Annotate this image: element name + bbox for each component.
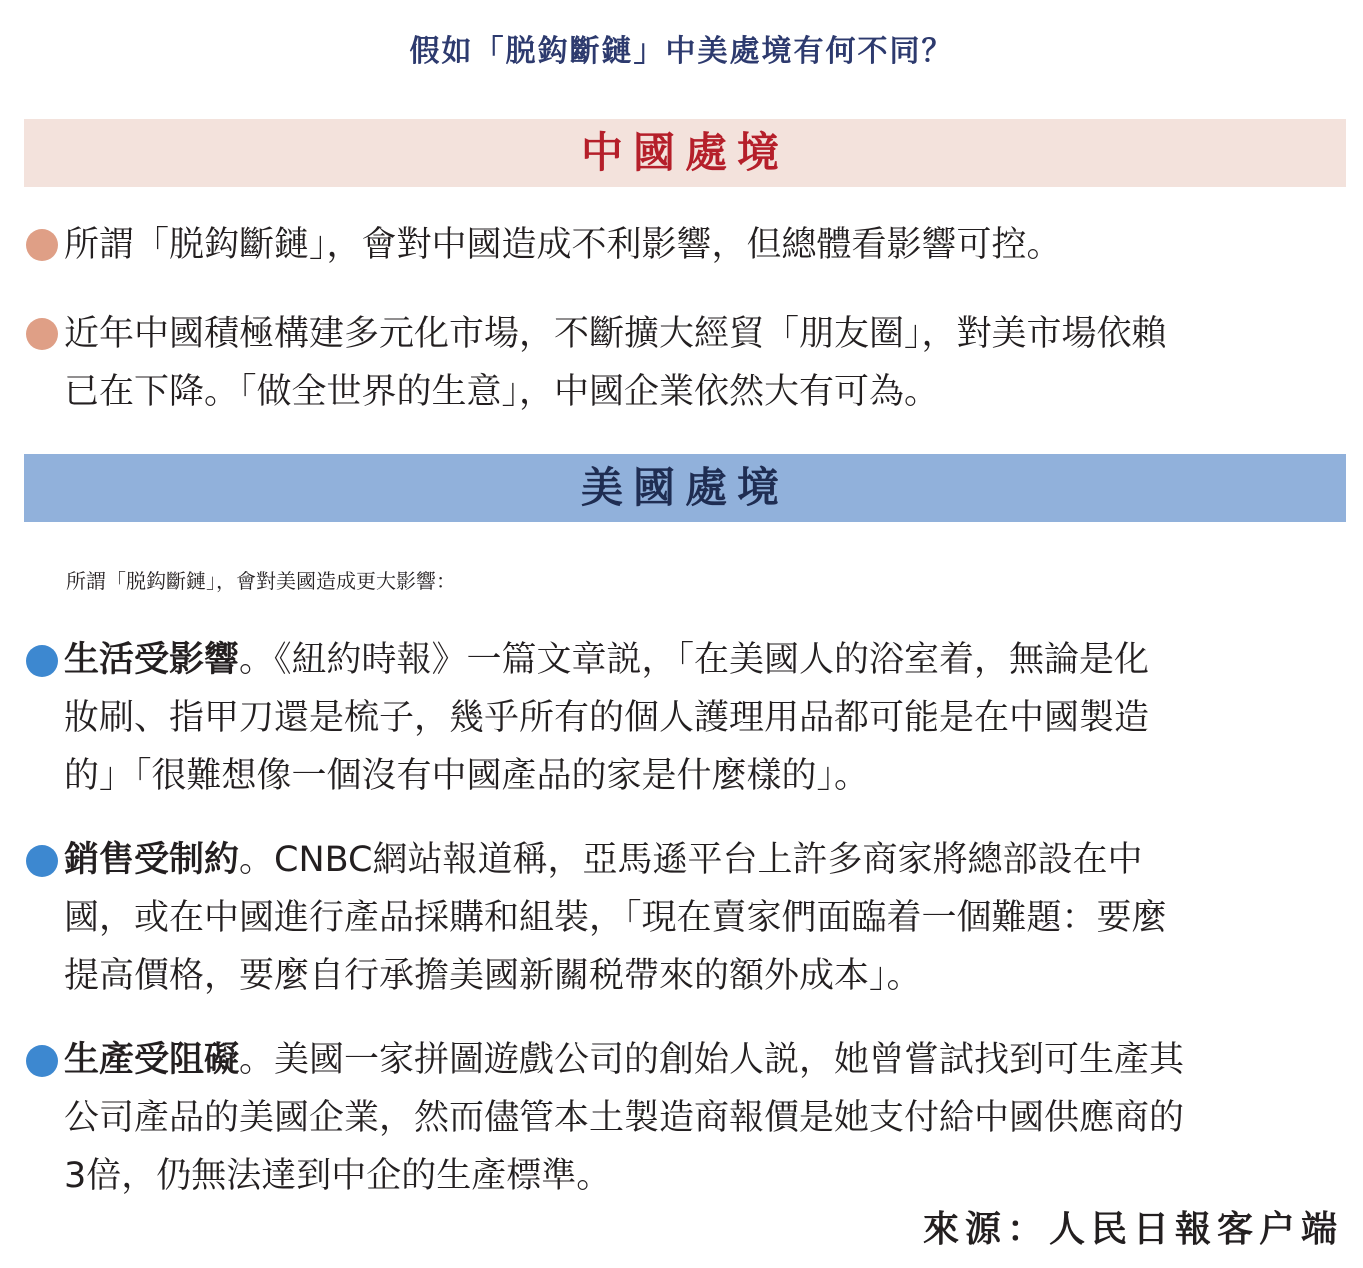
china-point-1-line: 所謂「脱鈎斷鏈」，會對中國造成不利影響，但總體看影響可控。 — [64, 225, 1062, 265]
usa-point-1-lead: 生活受影響 — [64, 640, 240, 680]
usa-point-2-line — [64, 831, 1346, 889]
china-point-2-line: 近年中國積極構建多元化市場，不斷擴大經貿「朋友圈」，對美市場依賴 — [64, 314, 1167, 354]
usa-point-3-lead: 生產受阻礙 — [64, 1040, 240, 1080]
usa-point-2-line: 提高價格，要麼自行承擔美國新關税帶來的額外成本」。 — [64, 956, 922, 996]
usa-point-1-line: 的」「很難想像一個沒有中國產品的家是什麼樣的」。 — [64, 756, 870, 796]
usa-bullet-3-icon — [26, 1045, 58, 1077]
china-bullet-2-icon — [26, 318, 58, 350]
page-title: 假如「脱鈎斷鏈」中美處境有何不同？ — [409, 34, 954, 69]
china-point-2 — [64, 305, 1346, 421]
usa-section-heading: 美國處境 — [24, 454, 1346, 522]
usa-point-1-text: 。《紐約時報》一篇文章説，「在美國人的浴室着，無論是化 — [239, 640, 1150, 680]
usa-point-1 — [64, 631, 1346, 805]
usa-point-2-text: 。CNBC網站報道稱，亞馬遜平台上許多商家將總部設在中 — [239, 840, 1143, 880]
usa-point-1-line — [64, 631, 1346, 689]
source-credit: 來源：人民日報客户端 — [922, 1208, 1343, 1250]
usa-bullet-1-icon — [26, 645, 58, 677]
usa-intro-line: 所謂「脱鈎斷鏈」，會對美國造成更大影響： — [66, 569, 456, 593]
china-point-1 — [64, 216, 1346, 274]
usa-intro — [66, 552, 1348, 610]
usa-point-3-line: 3倍，仍無法達到中企的生產標準。 — [64, 1156, 612, 1196]
usa-point-1-line: 妝刷、指甲刀還是梳子，幾乎所有的個人護理用品都可能是在中國製造 — [64, 698, 1150, 738]
china-point-2-line: 已在下降。「做全世界的生意」，中國企業依然大有可為。 — [64, 372, 940, 412]
usa-point-2-line: 國，或在中國進行產品採購和組裝，「現在賣家們面臨着一個難題：要麼 — [64, 898, 1167, 938]
usa-bullet-2-icon — [26, 845, 58, 877]
usa-point-3 — [64, 1031, 1346, 1205]
usa-point-3-line: 公司產品的美國企業，然而儘管本土製造商報價是她支付給中國供應商的 — [64, 1098, 1185, 1138]
china-bullet-1-icon — [26, 229, 58, 261]
usa-point-3-line — [64, 1031, 1346, 1089]
usa-point-3-text: 。美國一家拼圖遊戲公司的創始人説，她曾嘗試找到可生產其 — [239, 1040, 1185, 1080]
usa-point-2-lead: 銷售受制約 — [64, 840, 240, 880]
usa-point-2 — [64, 831, 1346, 1005]
china-section-heading: 中國處境 — [24, 119, 1346, 187]
